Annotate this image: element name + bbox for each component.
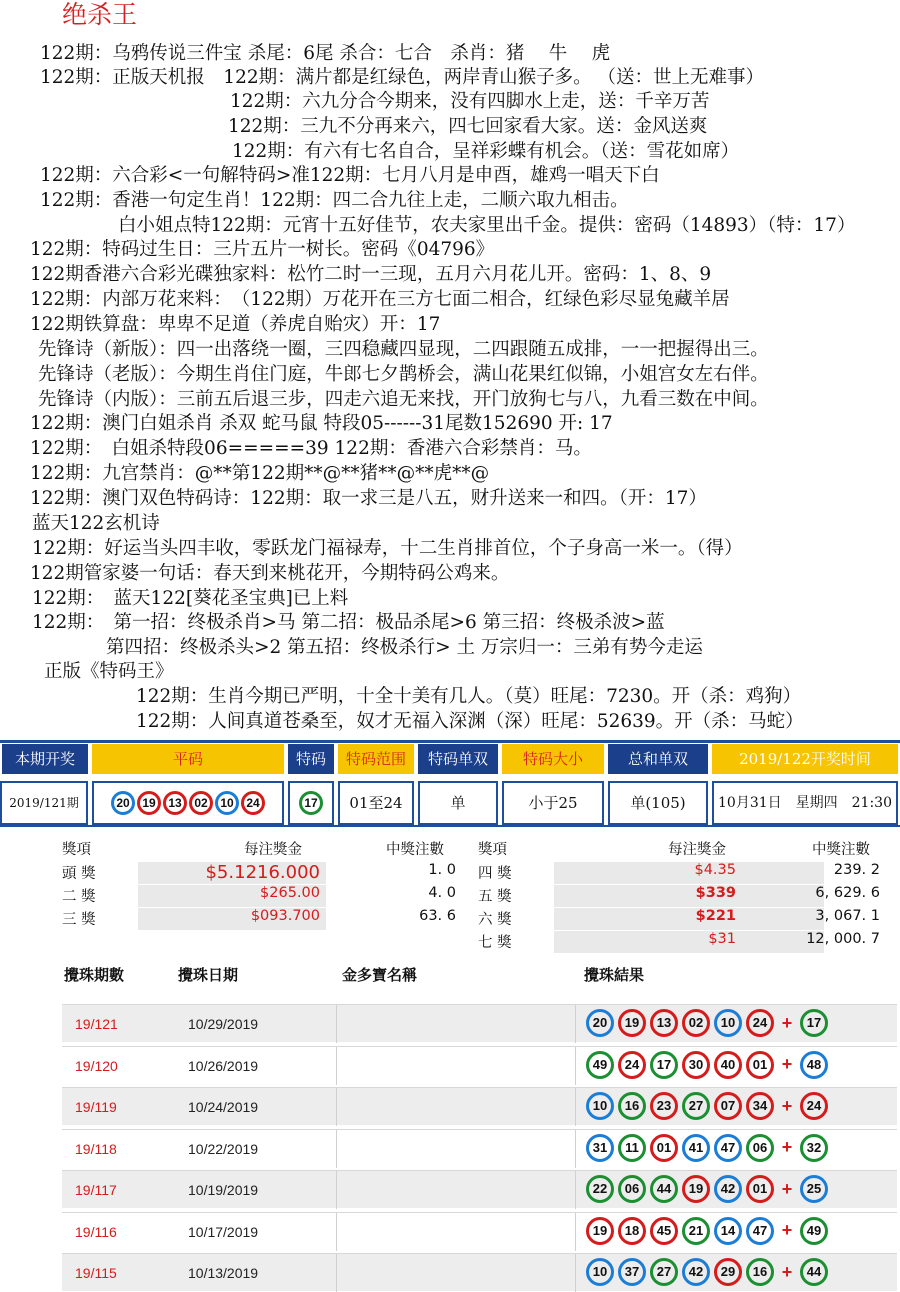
header-special-odd-even: 特码单双 bbox=[418, 744, 498, 774]
draw-results bbox=[584, 1134, 830, 1162]
text-line: 122期： 第一招：终极杀肖>马 第二招：极品杀尾>6 第三招：终极杀波>蓝 bbox=[32, 612, 665, 633]
draw-date: 10/24/2019 bbox=[188, 1099, 259, 1115]
prize-header-name: 獎項 bbox=[478, 842, 507, 858]
draw-results bbox=[584, 1175, 830, 1203]
prize-name: 六 獎 bbox=[478, 912, 512, 928]
number-ball: 17 bbox=[299, 791, 323, 815]
prize-amount: $31 bbox=[708, 931, 736, 947]
number-ball: 49 bbox=[586, 1051, 614, 1079]
draw-date: 10/13/2019 bbox=[188, 1265, 259, 1281]
regular-numbers bbox=[92, 781, 284, 825]
text-line: 122期：内部万花来料： （122期）万花开在三方七面二相合，红绿色彩尽显兔藏羊居 bbox=[30, 289, 730, 310]
number-ball: 24 bbox=[618, 1051, 646, 1079]
prize-amount: $339 bbox=[695, 885, 736, 901]
prize-count: 6, 629. 6 bbox=[815, 885, 880, 901]
prize-header-name: 獎項 bbox=[62, 842, 91, 858]
prize-name: 二 獎 bbox=[62, 889, 96, 905]
plus-sign: + bbox=[781, 1054, 793, 1074]
header-regular-numbers: 平码 bbox=[92, 744, 284, 774]
draw-results bbox=[584, 1258, 830, 1286]
draw-period: 19/119 bbox=[75, 1099, 117, 1115]
header-sum-odd-even: 总和单双 bbox=[608, 744, 708, 774]
number-ball: 40 bbox=[714, 1051, 742, 1079]
text-line: 122期香港六合彩光碟独家料：松竹二时一三现，五月六月花儿开。密码：1、8、9 bbox=[30, 264, 712, 285]
table-row bbox=[62, 1046, 897, 1084]
number-ball: 21 bbox=[682, 1217, 710, 1245]
draw-name-cell bbox=[336, 1254, 576, 1292]
special-odd-even: 单 bbox=[418, 781, 498, 825]
number-ball: 01 bbox=[650, 1134, 678, 1162]
number-ball: 19 bbox=[682, 1175, 710, 1203]
number-ball: 24 bbox=[241, 791, 265, 815]
draw-results bbox=[584, 1092, 830, 1120]
number-ball: 14 bbox=[714, 1217, 742, 1245]
number-ball: 10 bbox=[215, 791, 239, 815]
header-special-size: 特码大小 bbox=[502, 744, 604, 774]
text-line: 122期：特码过生日：三片五片一树长。密码《04796》 bbox=[30, 239, 495, 260]
draw-date: 10/22/2019 bbox=[188, 1140, 259, 1157]
number-ball: 23 bbox=[650, 1092, 678, 1120]
draw-results bbox=[584, 1217, 830, 1245]
prize-amount: $5.1216.000 bbox=[205, 862, 320, 883]
number-ball: 27 bbox=[682, 1092, 710, 1120]
table-row bbox=[62, 1253, 897, 1291]
text-line: 第四招：终极杀头>2 第五招：终极杀行> 土 万宗归一：三弟有势今走运 bbox=[106, 637, 703, 658]
draw-results bbox=[584, 1051, 830, 1079]
prize-amount: $265.00 bbox=[260, 885, 320, 901]
prize-table bbox=[0, 834, 900, 964]
text-line: 122期：香港一句定生肖！122期：四二合九往上走，二顺六取九相击。 bbox=[40, 190, 629, 211]
number-ball: 18 bbox=[618, 1217, 646, 1245]
text-line: 122期：人间真道苍桑至，奴才无福入深渊（深）旺尾：52639。开（杀：马蛇） bbox=[136, 711, 804, 732]
number-ball: 17 bbox=[650, 1051, 678, 1079]
plus-sign: + bbox=[781, 1261, 793, 1282]
number-ball: 11 bbox=[618, 1134, 646, 1162]
prize-header-count: 中獎注數 bbox=[812, 842, 870, 858]
number-ball: 13 bbox=[650, 1009, 678, 1037]
number-ball: 19 bbox=[137, 791, 161, 815]
draw-period: 19/117 bbox=[75, 1182, 117, 1198]
number-ball: 01 bbox=[746, 1175, 774, 1203]
prize-amount: $221 bbox=[695, 908, 736, 924]
draw-name-cell bbox=[336, 1088, 576, 1126]
draw-date: 10/29/2019 bbox=[188, 1016, 259, 1032]
number-ball: 44 bbox=[650, 1175, 678, 1203]
prize-count: 4. 0 bbox=[428, 885, 456, 901]
text-line: 先锋诗（老版）：今期生肖住门庭，牛郎七夕鹊桥会，满山花果红似锦，小姐宫女左右伴。 bbox=[38, 364, 769, 385]
prize-name: 七 獎 bbox=[478, 935, 512, 951]
number-ball: 06 bbox=[746, 1134, 774, 1162]
text-line: 122期铁算盘：卑卑不足道（养虎自贻灾）开：17 bbox=[30, 314, 441, 335]
header-special-number: 特码 bbox=[288, 744, 334, 774]
text-line: 122期：澳门双色特码诗：122期：取一求三是八五，财升送来一和四。（开：17） bbox=[30, 488, 707, 509]
table-row bbox=[62, 1129, 897, 1167]
text-line: 122期：有六有七名自合，呈祥彩蝶有机会。（送：雪花如席） bbox=[232, 141, 740, 162]
number-ball: 30 bbox=[682, 1051, 710, 1079]
header-next-draw-time: 2019/122开奖时间 bbox=[712, 744, 898, 774]
prize-name: 五 獎 bbox=[478, 889, 512, 905]
prize-count: 63. 6 bbox=[419, 908, 456, 924]
text-line: 122期：正版天机报 122期：满片都是红绿色，两岸青山猴子多。 （送：世上无难事） bbox=[40, 67, 765, 88]
prize-header-amount: 每注獎金 bbox=[244, 842, 302, 858]
draw-date: 10/17/2019 bbox=[188, 1223, 259, 1240]
number-ball: 20 bbox=[111, 791, 135, 815]
plus-sign: + bbox=[781, 1178, 793, 1199]
prize-count: 3, 067. 1 bbox=[815, 908, 880, 924]
text-line: 蓝天122玄机诗 bbox=[32, 513, 160, 534]
number-ball: 48 bbox=[800, 1051, 828, 1079]
plus-sign: + bbox=[781, 1012, 793, 1033]
text-line: 先锋诗（新版）：四一出落绕一圈，三四稳藏四显现，二四跟随五成排，一一把握得出三。 bbox=[38, 339, 769, 360]
number-ball: 16 bbox=[746, 1258, 774, 1286]
prize-name: 三 獎 bbox=[62, 912, 96, 928]
number-ball: 45 bbox=[650, 1217, 678, 1245]
draw-period: 19/115 bbox=[75, 1265, 117, 1281]
draw-name-cell bbox=[336, 1213, 576, 1251]
number-ball: 27 bbox=[650, 1258, 678, 1286]
prize-name: 四 獎 bbox=[478, 866, 512, 882]
draw-period: 19/118 bbox=[75, 1140, 117, 1157]
prize-count: 12, 000. 7 bbox=[806, 931, 880, 947]
draw-results bbox=[584, 1009, 830, 1037]
next-draw-time: 10月31日 星期四 21:30 bbox=[712, 781, 898, 825]
number-ball: 24 bbox=[746, 1009, 774, 1037]
number-ball: 25 bbox=[800, 1175, 828, 1203]
number-ball: 49 bbox=[800, 1217, 828, 1245]
prize-name: 頭 獎 bbox=[62, 866, 96, 882]
draw-name-cell bbox=[336, 1005, 576, 1043]
prize-header-count: 中獎注數 bbox=[386, 842, 444, 858]
number-ball: 34 bbox=[746, 1092, 774, 1120]
draw-period: 19/121 bbox=[75, 1016, 118, 1032]
header-special-range: 特码范围 bbox=[338, 744, 414, 774]
text-line: 122期：六合彩<一句解特码>准122期：七月八月是申酉，雄鸡一唱天下白 bbox=[40, 165, 660, 186]
result-table bbox=[0, 740, 900, 827]
current-period: 2019/121期 bbox=[0, 781, 88, 825]
number-ball: 06 bbox=[618, 1175, 646, 1203]
number-ball: 13 bbox=[163, 791, 187, 815]
number-ball: 10 bbox=[586, 1092, 614, 1120]
text-line: 122期管家婆一句话：春天到来桃花开，今期特码公鸡来。 bbox=[30, 563, 510, 584]
number-ball: 42 bbox=[682, 1258, 710, 1286]
text-line: 122期：九宫禁肖：@**第122期**@**猪**@**虎**@ bbox=[30, 463, 490, 484]
prize-amount: $093.700 bbox=[250, 908, 320, 924]
number-ball: 10 bbox=[714, 1009, 742, 1037]
text-line: 正版《特码王》 bbox=[44, 661, 174, 682]
special-range: 01至24 bbox=[338, 781, 414, 825]
number-ball: 47 bbox=[746, 1217, 774, 1245]
prize-count: 1. 0 bbox=[428, 862, 456, 878]
number-ball: 01 bbox=[746, 1051, 774, 1079]
number-ball: 41 bbox=[682, 1134, 710, 1162]
history-header-period: 攪珠期數 bbox=[64, 966, 125, 984]
number-ball: 42 bbox=[714, 1175, 742, 1203]
page-title: 绝杀王 bbox=[62, 0, 138, 29]
number-ball: 19 bbox=[618, 1009, 646, 1037]
text-line: 122期： 白姐杀特段06=====39 122期：香港六合彩禁肖：马。 bbox=[30, 438, 592, 459]
text-line: 白小姐点特122期：元宵十五好佳节，农夫家里出千金。提供：密码（14893）（特：17） bbox=[118, 215, 856, 236]
draw-period: 19/116 bbox=[75, 1223, 117, 1240]
prize-count: 239. 2 bbox=[833, 862, 880, 878]
number-ball: 44 bbox=[800, 1258, 828, 1286]
header-current-draw: 本期开奖 bbox=[2, 744, 88, 774]
draw-date: 10/19/2019 bbox=[188, 1182, 259, 1198]
number-ball: 17 bbox=[800, 1009, 828, 1037]
text-line: 122期： 蓝天122[葵花圣宝典]已上料 bbox=[32, 588, 349, 609]
text-line: 122期：好运当头四丰收，零跃龙门福禄寿，十二生肖排首位，个子身高一米一。（得） bbox=[32, 538, 743, 559]
number-ball: 29 bbox=[714, 1258, 742, 1286]
plus-sign: + bbox=[781, 1220, 793, 1240]
number-ball: 19 bbox=[586, 1217, 614, 1245]
table-row bbox=[62, 1212, 897, 1250]
text-line: 先锋诗（内版）：三前五后退三步，四走六追无来找，开门放狗七与八，九看三数在中间。 bbox=[38, 389, 769, 410]
draw-period: 19/120 bbox=[75, 1057, 118, 1074]
table-row bbox=[62, 1170, 897, 1208]
sum-odd-even: 单(105) bbox=[608, 781, 708, 825]
history-header-name: 金多寶名稱 bbox=[342, 966, 418, 984]
number-ball: 31 bbox=[586, 1134, 614, 1162]
draw-name-cell bbox=[336, 1171, 576, 1209]
special-number bbox=[288, 781, 334, 825]
number-ball: 24 bbox=[800, 1092, 828, 1120]
table-row bbox=[62, 1004, 897, 1042]
text-line: 122期：乌鸦传说三件宝 杀尾：6尾 杀合：七合 杀肖：猪 牛 虎 bbox=[40, 43, 611, 64]
plus-sign: + bbox=[781, 1137, 793, 1157]
number-ball: 02 bbox=[189, 791, 213, 815]
text-line: 122期：六九分合今期来，没有四脚水上走，送：千辛万苦 bbox=[230, 91, 710, 112]
number-ball: 07 bbox=[714, 1092, 742, 1120]
number-ball: 20 bbox=[586, 1009, 614, 1037]
plus-sign: + bbox=[781, 1095, 793, 1116]
number-ball: 10 bbox=[586, 1258, 614, 1286]
history-header-date: 攪珠日期 bbox=[178, 966, 239, 984]
table-row bbox=[62, 1087, 897, 1125]
prize-header-amount: 每注獎金 bbox=[668, 842, 726, 858]
prize-amount: $4.35 bbox=[694, 862, 736, 878]
draw-name-cell bbox=[336, 1047, 576, 1085]
number-ball: 37 bbox=[618, 1258, 646, 1286]
draw-date: 10/26/2019 bbox=[188, 1057, 259, 1074]
draw-name-cell bbox=[336, 1130, 576, 1168]
special-size: 小于25 bbox=[502, 781, 604, 825]
text-line: 122期：生肖今期已严明，十全十美有几人。（莫）旺尾：7230。开（杀：鸡狗） bbox=[136, 686, 802, 707]
number-ball: 32 bbox=[800, 1134, 828, 1162]
history-header-result: 攪珠結果 bbox=[584, 966, 645, 984]
number-ball: 22 bbox=[586, 1175, 614, 1203]
number-ball: 47 bbox=[714, 1134, 742, 1162]
number-ball: 16 bbox=[618, 1092, 646, 1120]
text-line: 122期：三九不分再来六，四七回家看大家。送：金风送爽 bbox=[228, 116, 708, 137]
number-ball: 02 bbox=[682, 1009, 710, 1037]
text-line: 122期：澳门白姐杀肖 杀双 蛇马鼠 特段05------31尾数152690 开: 17 bbox=[30, 413, 613, 434]
